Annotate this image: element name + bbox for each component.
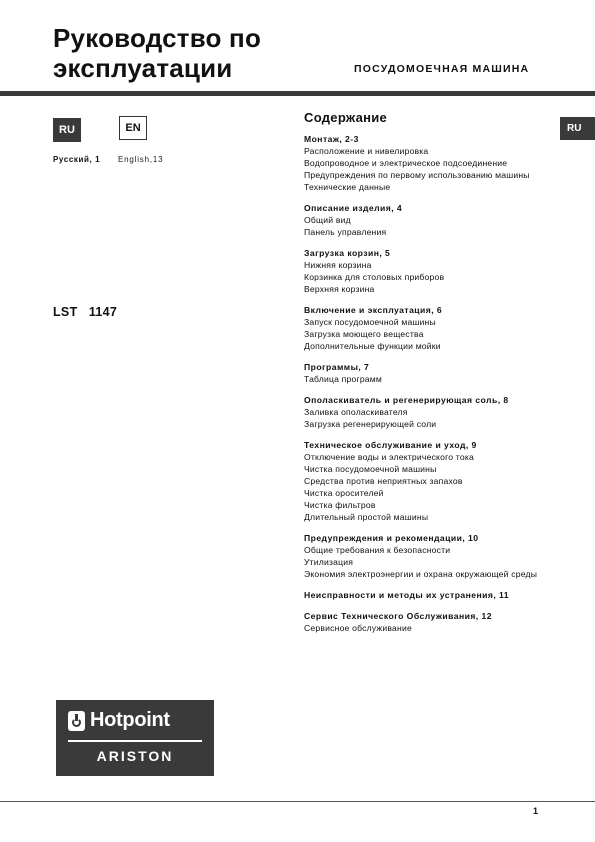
title-line-1: Руководство по	[53, 23, 262, 53]
table-of-contents	[304, 110, 554, 643]
toc-section-heading[interactable]: Предупреждения и рекомендации, 10	[304, 533, 479, 543]
logo-divider	[68, 740, 202, 742]
toc-item[interactable]: Таблица программ	[304, 374, 383, 384]
toc-item[interactable]: Чистка оросителей	[304, 488, 384, 498]
toc-section-heading[interactable]: Монтаж, 2-3	[304, 134, 359, 144]
toc-item[interactable]: Корзинка для столовых приборов	[304, 272, 445, 282]
toc-section	[304, 361, 554, 385]
toc-section-heading[interactable]: Программы, 7	[304, 362, 370, 372]
toc-item[interactable]: Водопроводное и электрическое подсоединение	[304, 158, 508, 168]
toc-item[interactable]: Общий вид	[304, 215, 351, 225]
toc-title: Содержание	[304, 110, 388, 125]
toc-section	[304, 202, 554, 238]
toc-section	[304, 532, 554, 580]
toc-item[interactable]: Загрузка моющего вещества	[304, 329, 424, 339]
toc-item[interactable]: Чистка посудомоечной машины	[304, 464, 437, 474]
page-number: 1	[533, 806, 539, 816]
toc-section-heading[interactable]: Описание изделия, 4	[304, 203, 403, 213]
toc-item[interactable]: Сервисное обслуживание	[304, 623, 412, 633]
logo-brand-bottom: ARISTON	[96, 748, 174, 764]
toc-section-heading[interactable]: Ополаскиватель и регенерирующая соль, 8	[304, 395, 509, 405]
toc-item[interactable]: Дополнительные функции мойки	[304, 341, 441, 351]
model-number: LST 1147	[53, 305, 118, 319]
language-en-label: English,13	[118, 155, 164, 164]
toc-item[interactable]: Верхняя корзина	[304, 284, 375, 294]
toc-item[interactable]: Отключение воды и электрического тока	[304, 452, 474, 462]
toc-section-heading[interactable]: Включение и эксплуатация, 6	[304, 305, 443, 315]
toc-section	[304, 304, 554, 352]
logo-brand-top: Hotpoint	[90, 709, 170, 731]
toc-item[interactable]: Экономия электроэнергии и охрана окружающей среды	[304, 569, 538, 579]
toc-item[interactable]: Утилизация	[304, 557, 354, 567]
toc-section-heading[interactable]: Сервис Технического Обслуживания, 12	[304, 611, 492, 621]
product-type: ПОСУДОМОЕЧНАЯ МАШИНА	[354, 63, 530, 75]
language-ru-badge[interactable]: RU	[53, 118, 81, 142]
toc-section	[304, 133, 554, 193]
toc-item[interactable]: Загрузка регенерирующей соли	[304, 419, 437, 429]
toc-item[interactable]: Панель управления	[304, 227, 387, 237]
side-language-tab: RU	[560, 117, 595, 140]
toc-section	[304, 610, 554, 634]
toc-section	[304, 439, 554, 523]
brand-logo	[56, 700, 214, 776]
language-ru-label: Русский, 1	[53, 155, 101, 164]
toc-item[interactable]: Нижняя корзина	[304, 260, 372, 270]
toc-item[interactable]: Заливка ополаскивателя	[304, 407, 408, 417]
power-icon	[68, 711, 85, 731]
toc-section-heading[interactable]: Техническое обслуживание и уход, 9	[304, 440, 477, 450]
toc-item[interactable]: Предупреждения по первому использованию машины	[304, 170, 530, 180]
toc-section-heading[interactable]: Загрузка корзин, 5	[304, 248, 391, 258]
logo-top-row	[68, 709, 170, 732]
language-en-badge[interactable]: EN	[119, 116, 147, 140]
toc-item[interactable]: Технические данные	[304, 182, 391, 192]
footer-divider	[0, 801, 595, 802]
toc-section	[304, 247, 554, 295]
toc-item[interactable]: Расположение и нивелировка	[304, 146, 429, 156]
toc-item[interactable]: Общие требования к безопасности	[304, 545, 451, 555]
toc-section	[304, 589, 554, 601]
toc-section-heading[interactable]: Неисправности и методы их устранения, 11	[304, 590, 509, 600]
title-line-2: эксплуатации	[53, 53, 233, 83]
header-divider	[0, 91, 595, 96]
document-title	[53, 23, 261, 83]
toc-item[interactable]: Запуск посудомоечной машины	[304, 317, 436, 327]
toc-section	[304, 394, 554, 430]
toc-sections	[304, 133, 554, 634]
toc-item[interactable]: Чистка фильтров	[304, 500, 376, 510]
toc-item[interactable]: Длительный простой машины	[304, 512, 429, 522]
toc-item[interactable]: Средства против неприятных запахов	[304, 476, 463, 486]
